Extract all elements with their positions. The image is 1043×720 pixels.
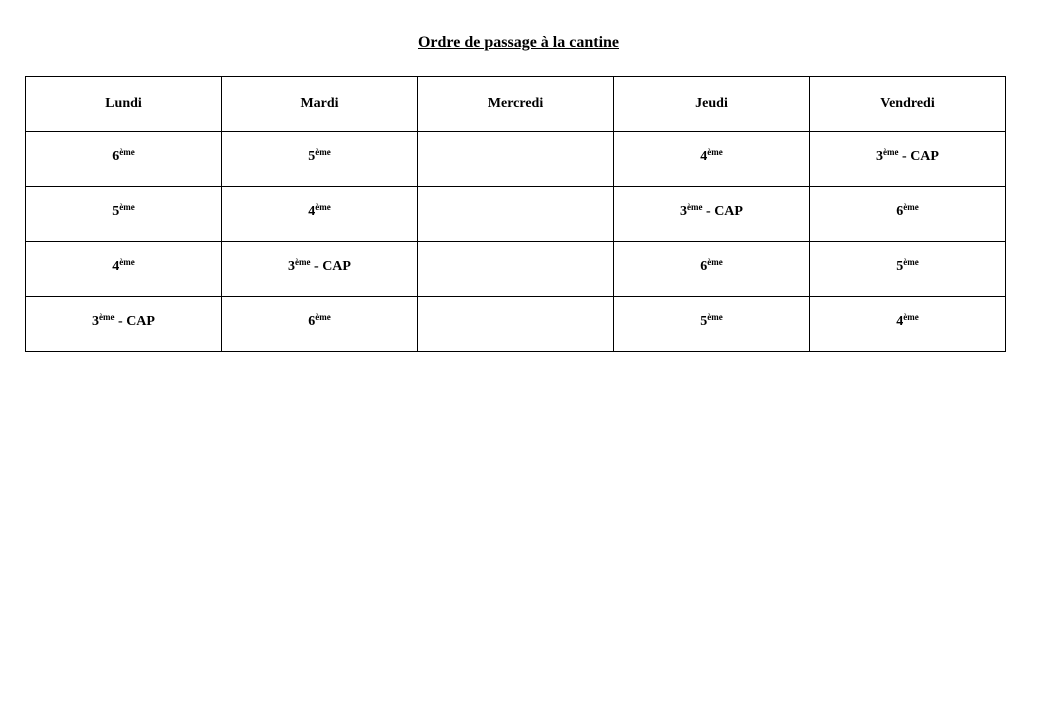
level-suffix: ème xyxy=(295,257,311,267)
level-extra: - CAP xyxy=(702,204,743,219)
table-cell xyxy=(418,242,614,297)
level-number: 5 xyxy=(112,204,120,219)
level-suffix: ème xyxy=(119,202,135,212)
level-suffix: ème xyxy=(707,147,723,157)
level-suffix: ème xyxy=(903,257,919,267)
canteen-schedule-table xyxy=(25,76,1006,352)
level-suffix: ème xyxy=(883,147,899,157)
level-suffix: ème xyxy=(903,312,919,322)
level-suffix: ème xyxy=(119,147,135,157)
level-suffix: ème xyxy=(687,202,703,212)
level-number: 4 xyxy=(308,204,316,219)
table-cell xyxy=(810,132,1006,187)
page-title: Ordre de passage à la cantine xyxy=(417,34,620,51)
level-number: 6 xyxy=(896,204,904,219)
level-number: 3 xyxy=(876,149,884,164)
table-cell xyxy=(614,187,810,242)
table-cell xyxy=(810,297,1006,352)
level-suffix: ème xyxy=(707,257,723,267)
table-cell xyxy=(26,132,222,187)
table-cell xyxy=(418,187,614,242)
level-suffix: ème xyxy=(707,312,723,322)
table-cell xyxy=(222,297,418,352)
table-row xyxy=(26,297,1006,352)
level-number: 5 xyxy=(700,314,708,329)
header-jeudi: Jeudi xyxy=(614,77,810,132)
level-number: 5 xyxy=(308,149,316,164)
level-extra: - CAP xyxy=(310,259,351,274)
header-mardi: Mardi xyxy=(222,77,418,132)
level-number: 6 xyxy=(112,149,120,164)
level-number: 4 xyxy=(700,149,708,164)
level-number: 5 xyxy=(896,259,904,274)
level-number: 3 xyxy=(288,259,296,274)
level-suffix: ème xyxy=(119,257,135,267)
level-number: 6 xyxy=(700,259,708,274)
table-row xyxy=(26,132,1006,187)
table-cell xyxy=(222,242,418,297)
table-cell xyxy=(418,297,614,352)
table-cell xyxy=(614,297,810,352)
table-row xyxy=(26,187,1006,242)
level-suffix: ème xyxy=(315,202,331,212)
level-suffix: ème xyxy=(315,312,331,322)
table-cell xyxy=(810,187,1006,242)
level-number: 3 xyxy=(92,314,100,329)
level-suffix: ème xyxy=(903,202,919,212)
table-cell xyxy=(418,132,614,187)
header-mercredi: Mercredi xyxy=(418,77,614,132)
header-vendredi: Vendredi xyxy=(810,77,1006,132)
table-cell xyxy=(222,187,418,242)
level-suffix: ème xyxy=(315,147,331,157)
table-cell xyxy=(26,242,222,297)
table-cell xyxy=(222,132,418,187)
table-row xyxy=(26,242,1006,297)
level-extra: - CAP xyxy=(898,149,939,164)
table-cell xyxy=(26,297,222,352)
level-number: 3 xyxy=(680,204,688,219)
table-cell xyxy=(614,132,810,187)
level-number: 4 xyxy=(112,259,120,274)
level-extra: - CAP xyxy=(114,314,155,329)
table-header-row xyxy=(26,77,1006,132)
level-number: 6 xyxy=(308,314,316,329)
level-number: 4 xyxy=(896,314,904,329)
table-cell xyxy=(810,242,1006,297)
header-lundi: Lundi xyxy=(26,77,222,132)
table-cell xyxy=(26,187,222,242)
table-cell xyxy=(614,242,810,297)
level-suffix: ème xyxy=(99,312,115,322)
